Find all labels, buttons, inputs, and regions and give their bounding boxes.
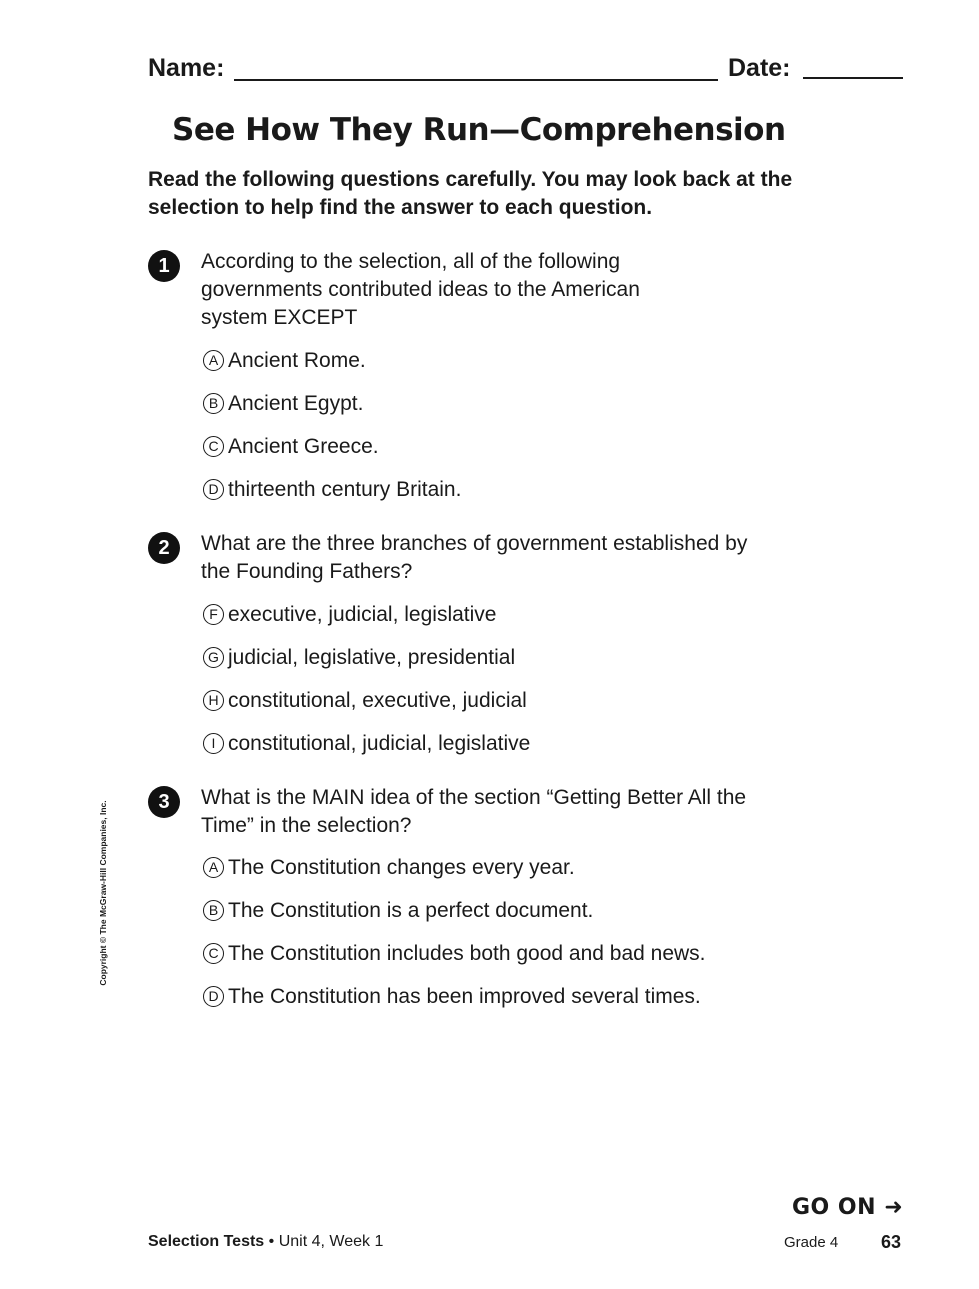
question-text: What are the three branches of government established by the Founding Fathers? — [201, 532, 748, 583]
option-text: thirteenth century Britain. — [228, 478, 462, 501]
footer-bullet: • — [268, 1233, 275, 1250]
footer-grade: Grade 4 — [784, 1234, 839, 1251]
option-text: Ancient Egypt. — [228, 392, 364, 415]
answer-option[interactable] — [203, 476, 461, 504]
option-text: constitutional, judicial, legislative — [228, 732, 531, 755]
instructions: Read the following questions carefully. You may look back at the selection to help find the answer to each question. — [148, 168, 793, 219]
question-number-badge: 3 — [148, 786, 180, 818]
option-bubble[interactable]: C — [203, 436, 224, 457]
option-bubble[interactable]: F — [203, 604, 224, 625]
question-number-badge: 2 — [148, 532, 180, 564]
option-bubble[interactable]: H — [203, 690, 224, 711]
option-text: The Constitution changes every year. — [228, 856, 575, 879]
answer-option[interactable] — [203, 644, 515, 672]
arrow-right-icon: ➜ — [884, 1195, 904, 1220]
answer-option[interactable] — [203, 601, 496, 629]
answer-option[interactable] — [203, 897, 593, 925]
date-field[interactable] — [803, 77, 903, 79]
option-bubble[interactable]: B — [203, 393, 224, 414]
footer-series — [148, 1233, 383, 1251]
option-text: judicial, legislative, presidential — [228, 646, 516, 669]
answer-option[interactable] — [203, 730, 530, 758]
option-text: Ancient Rome. — [228, 349, 366, 372]
option-text: Ancient Greece. — [228, 435, 379, 458]
answer-option[interactable] — [203, 390, 363, 418]
go-on-text: GO ON — [792, 1195, 877, 1220]
option-bubble[interactable]: D — [203, 479, 224, 500]
option-bubble[interactable]: D — [203, 986, 224, 1007]
answer-option[interactable] — [203, 940, 706, 968]
answer-option[interactable] — [203, 687, 527, 715]
question-text: According to the selection, all of the following governments contributed ideas to the American system EXCEPT — [201, 250, 640, 329]
option-text: The Constitution has been improved several times. — [228, 985, 701, 1008]
name-field[interactable] — [234, 79, 718, 81]
answer-option[interactable] — [203, 854, 575, 882]
question-number-badge: 1 — [148, 250, 180, 282]
answer-option[interactable] — [203, 347, 366, 375]
footer-unit: Unit 4, Week 1 — [278, 1233, 384, 1250]
answer-option[interactable] — [203, 433, 379, 461]
option-text: The Constitution includes both good and bad news. — [228, 942, 706, 965]
name-date-header — [148, 52, 903, 88]
option-text: The Constitution is a perfect document. — [228, 899, 594, 922]
date-label: Date: — [728, 54, 791, 82]
option-bubble[interactable]: B — [203, 900, 224, 921]
name-label: Name: — [148, 54, 225, 82]
page-number: 63 — [881, 1232, 902, 1252]
option-text: constitutional, executive, judicial — [228, 689, 527, 712]
go-on-label — [792, 1195, 903, 1220]
copyright-notice: Copyright © The McGraw-Hill Companies, Inc. — [98, 800, 108, 986]
question-text: What is the MAIN idea of the section “Getting Better All the Time” in the selection? — [201, 786, 747, 837]
footer-series-title: Selection Tests — [148, 1233, 265, 1250]
option-text: executive, judicial, legislative — [228, 603, 497, 626]
option-bubble[interactable]: C — [203, 943, 224, 964]
option-bubble[interactable]: G — [203, 647, 224, 668]
page-title: See How They Run—Comprehension — [172, 112, 786, 148]
option-bubble[interactable]: I — [203, 733, 224, 754]
answer-option[interactable] — [203, 983, 701, 1011]
option-bubble[interactable]: A — [203, 857, 224, 878]
option-bubble[interactable]: A — [203, 350, 224, 371]
